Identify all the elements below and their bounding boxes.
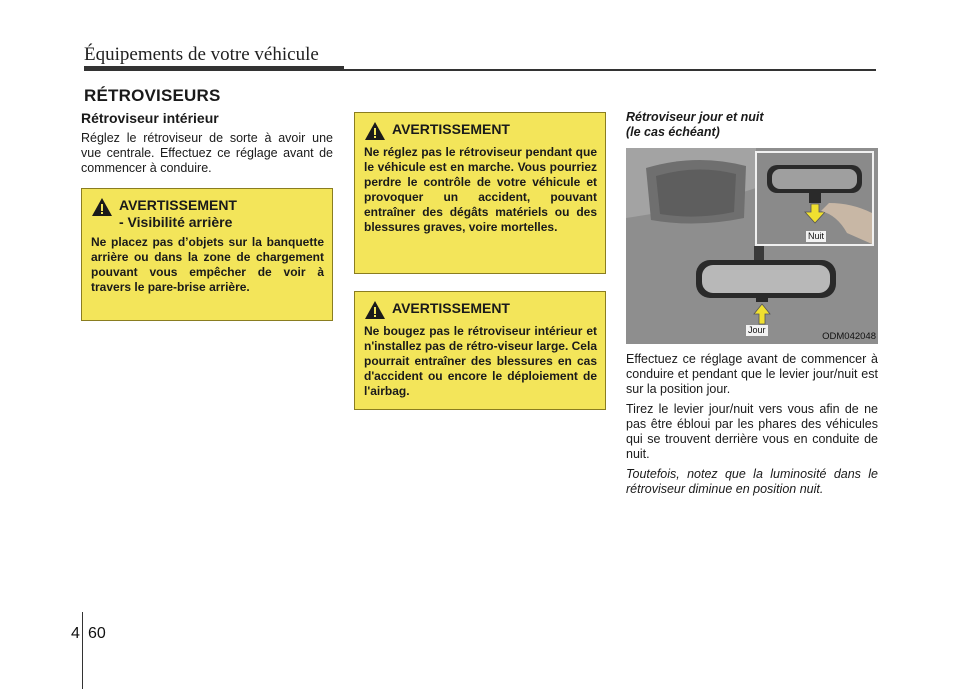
footer-chapter-number: 4	[71, 625, 80, 642]
warning-box-do-not-move	[354, 291, 606, 410]
header-rule-thick	[84, 66, 344, 71]
warning-title: AVERTISSEMENT	[119, 197, 237, 213]
page-header-title: Équipements de votre véhicule	[84, 44, 319, 65]
subheading-line-1: Rétroviseur jour et nuit	[626, 110, 764, 124]
warning-body: Ne réglez pas le rétroviseur pendant que le véhicule est en marche. Vous pourriez perdre le contrôle de votre véhicule et provoquer un accident, pouvant entraîner des dégâts matériels ou des blessures graves, voire mortelles.	[364, 145, 597, 234]
warning-triangle-icon	[364, 300, 386, 320]
column-middle	[354, 112, 606, 410]
subheading-line-2: (le cas échéant)	[626, 125, 720, 139]
warning-body: Ne bougez pas le rétroviseur intérieur et n'installez pas de rétro-viseur large. Cela pourrait entraîner des blessures en cas d'accident ou encore le déploiement de l'airbag.	[364, 324, 597, 398]
subheading-day-night-mirror	[626, 110, 878, 140]
warning-title: AVERTISSEMENT	[392, 300, 510, 316]
label-day: Jour	[748, 325, 766, 335]
warning-subtitle: - Visibilité arrière	[119, 214, 233, 230]
subheading-interior-mirror: Rétroviseur intérieur	[81, 110, 219, 126]
header-rule-thin	[344, 69, 876, 71]
warning-title: AVERTISSEMENT	[392, 121, 510, 137]
warning-triangle-icon	[364, 121, 386, 141]
column-left	[81, 110, 333, 321]
warning-header	[91, 197, 324, 231]
paragraph-adjust-mirror: Réglez le rétroviseur de sorte à avoir une vue centrale. Effectuez ce réglage avant de commencer à conduire.	[81, 131, 333, 175]
warning-box-rear-visibility	[81, 188, 333, 321]
paragraph-pull-lever: Tirez le levier jour/nuit vers vous afin de ne pas être ébloui par les phares des véhicules qui se trouvent derrière vous en conduite de nuit.	[626, 402, 878, 461]
warning-header	[364, 300, 597, 320]
paragraph-adjust-before-driving: Effectuez ce réglage avant de commencer à conduire et pendant que le levier jour/nuit est sur la position jour.	[626, 352, 878, 396]
label-night: Nuit	[808, 231, 825, 241]
footer-page-number: 60	[88, 625, 106, 642]
figure-inset-night	[755, 151, 874, 246]
warning-triangle-icon	[91, 197, 113, 217]
figure-rearview-mirror	[626, 148, 878, 344]
warning-title-block	[119, 197, 237, 231]
warning-body: Ne placez pas d’objets sur la banquette arrière ou dans la zone de chargement pouvant vous empêcher de voir à travers le pare-brise arrière.	[91, 235, 324, 294]
section-heading: RÉTROVISEURS	[84, 86, 221, 105]
footer-divider	[82, 612, 83, 689]
figure-code: ODM042048	[822, 331, 876, 342]
column-right	[626, 110, 878, 497]
note-brightness: Toutefois, notez que la luminosité dans le rétroviseur diminue en position nuit.	[626, 467, 878, 496]
warning-header	[364, 121, 597, 141]
warning-box-do-not-adjust	[354, 112, 606, 274]
